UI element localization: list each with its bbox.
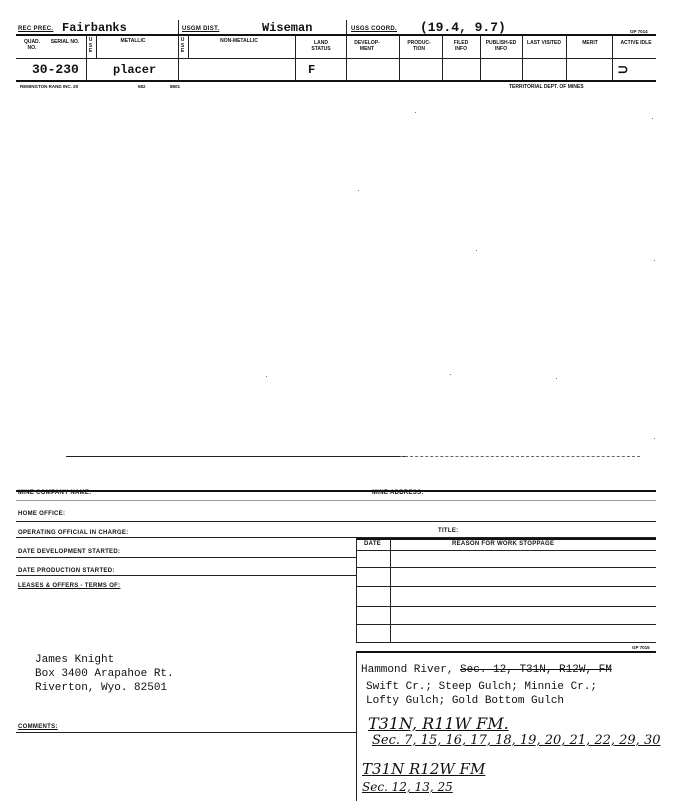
- home-office-label: HOME OFFICE:: [18, 511, 66, 517]
- handwritten-sections-2: Sec. 12, 13, 25: [362, 780, 453, 794]
- rec-prec-value: Fairbanks: [62, 21, 127, 35]
- usgs-coord-value: (19.4, 9.7): [420, 20, 506, 35]
- land-status-value: F: [308, 63, 316, 77]
- col-published-info: PUBLISH-ED INFO: [485, 40, 517, 52]
- creeks-line-2: Lofty Gulch; Gold Bottom Gulch: [366, 695, 565, 707]
- col-land-status: LAND STATUS: [311, 40, 331, 52]
- reason-column-label: REASON FOR WORK STOPPAGE: [452, 541, 555, 547]
- col-use-1: U S E: [88, 37, 93, 54]
- col-use-2: U S E: [180, 37, 185, 54]
- col-filed-info: FILED INFO: [453, 40, 469, 52]
- owner-city: Riverton, Wyo. 82501: [35, 682, 168, 694]
- col-quad-no: QUAD. NO.: [23, 39, 41, 51]
- leases-offers-label: LEASES & OFFERS - TERMS OF:: [18, 583, 121, 589]
- col-production: PRODUC-TION: [407, 40, 431, 52]
- col-development: DEVELOP-MENT: [354, 40, 380, 52]
- rec-prec-label: REC PREC.: [18, 26, 54, 32]
- col-serial-no: SERIAL NO.: [50, 39, 80, 45]
- form-number-top: GP 7014: [630, 29, 648, 34]
- usgm-dist-value: Wiseman: [262, 21, 313, 35]
- operating-official-label: OPERATING OFFICIAL IN CHARGE:: [18, 530, 129, 536]
- metallic-value: placer: [113, 63, 157, 77]
- col-metallic: METALLIC: [120, 38, 146, 44]
- printer-code-2: 8801: [170, 84, 181, 89]
- creeks-line-1: Swift Cr.; Steep Gulch; Minnie Cr.;: [366, 681, 598, 693]
- owner-name: James Knight: [35, 654, 115, 666]
- owner-street: Box 3400 Arapahoe Rt.: [35, 668, 174, 680]
- date-production-label: DATE PRODUCTION STARTED:: [18, 568, 115, 574]
- dept-name: TERRITORIAL DEPT. OF MINES: [509, 84, 584, 90]
- mine-address-label: MINE ADDRESS:: [372, 490, 424, 496]
- form-number-bottom: GP 7015: [632, 645, 650, 650]
- col-last-visited: LAST VISITED: [527, 40, 561, 46]
- handwritten-sections-1: Sec. 7, 15, 16, 17, 18, 19, 20, 21, 22, 29, 30: [372, 733, 661, 748]
- col-active-idle: ACTIVE IDLE: [620, 40, 652, 46]
- title-label: TITLE:: [438, 528, 459, 534]
- date-column-label: DATE: [364, 541, 382, 547]
- col-non-metallic: NON-METALLIC: [220, 38, 258, 44]
- location-main: Hammond River,: [361, 664, 461, 676]
- printer-code-1: 682: [138, 84, 146, 89]
- active-mark: ⊃: [617, 62, 629, 78]
- comments-label: COMMENTS:: [18, 724, 58, 730]
- handwritten-township-2: T31N R12W FM: [362, 760, 486, 778]
- location-line: [361, 663, 612, 677]
- location-struck: Sec. 12, T31N, R12W, FM: [460, 664, 612, 676]
- printer-name: REMINGTON RAND INC. 20: [20, 84, 79, 89]
- col-merit: MERIT: [582, 40, 598, 46]
- handwritten-township-1: T31N, R11W FM.: [368, 714, 509, 733]
- date-development-label: DATE DEVELOPMENT STARTED:: [18, 549, 121, 555]
- usgm-dist-label: USGM DIST.: [182, 26, 220, 32]
- quad-serial-value: 30-230: [32, 62, 79, 77]
- usgs-coord-label: USGS COORD.: [351, 26, 397, 32]
- mine-company-name-label: MINE COMPANY NAME:: [18, 490, 92, 496]
